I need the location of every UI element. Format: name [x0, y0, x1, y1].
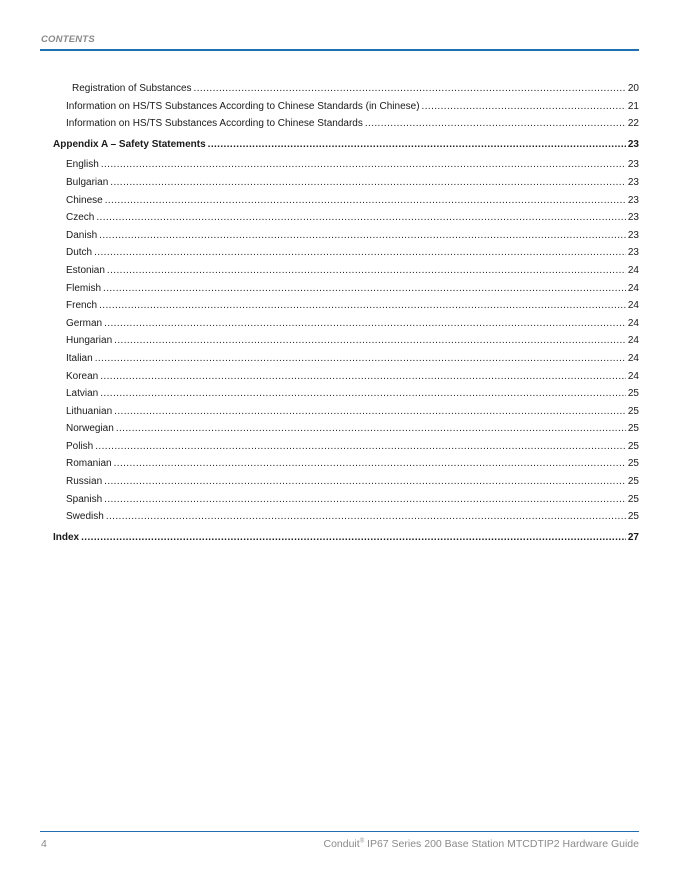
toc-entry-title: Flemish [66, 282, 102, 294]
toc-entry-page: 25 [627, 511, 639, 523]
toc-entry-title: Danish [66, 229, 98, 241]
toc-dot-leader [95, 438, 626, 456]
toc-dot-leader [114, 455, 626, 473]
registered-mark: ® [359, 838, 365, 845]
toc-dot-leader [100, 385, 626, 403]
toc-dot-leader [95, 350, 626, 368]
toc-entry[interactable] [40, 192, 639, 210]
toc-entry-title: Index [53, 531, 80, 543]
toc-entry-page: 24 [627, 335, 639, 347]
toc-entry-title: Swedish [66, 511, 104, 523]
toc-entry-page: 25 [627, 423, 639, 435]
toc-entry[interactable] [40, 262, 639, 280]
toc-entry[interactable] [40, 156, 639, 174]
toc-entry-title: French [66, 300, 98, 312]
toc-entry-title: Romanian [66, 458, 112, 470]
toc-entry[interactable] [40, 455, 639, 473]
toc-entry-page: 21 [627, 100, 639, 112]
toc-entry-title: Latvian [66, 388, 99, 400]
toc-entry[interactable] [40, 473, 639, 491]
toc-entry-page: 24 [627, 300, 639, 312]
toc-entry-page: 23 [627, 194, 639, 206]
toc-entry[interactable] [40, 174, 639, 192]
toc-entry[interactable] [40, 115, 639, 133]
toc-entry-page: 27 [627, 531, 639, 543]
toc-entry[interactable] [40, 244, 639, 262]
header-rule [40, 49, 639, 51]
toc-dot-leader [114, 403, 626, 421]
toc-entry[interactable] [40, 420, 639, 438]
toc-entry[interactable] [40, 227, 639, 245]
toc-entry-page: 22 [627, 118, 639, 130]
footer-document-title [323, 838, 639, 850]
toc-entry[interactable] [40, 209, 639, 227]
toc-entry-title: Chinese [66, 194, 103, 206]
toc-dot-leader [104, 473, 626, 491]
toc-dot-leader [422, 98, 626, 116]
toc-dot-leader [81, 529, 626, 547]
toc-dot-leader [99, 297, 626, 315]
toc-dot-leader [116, 420, 626, 438]
toc-entry-page: 25 [627, 476, 639, 488]
toc-entry-title: Dutch [66, 247, 93, 259]
toc-entry-title: Hungarian [66, 335, 113, 347]
toc-entry-title: Bulgarian [66, 176, 109, 188]
toc-dot-leader [101, 156, 626, 174]
toc-dot-leader [114, 332, 626, 350]
toc-entry[interactable] [40, 280, 639, 298]
toc-entry-title: English [66, 159, 99, 171]
toc-entry[interactable] [40, 508, 639, 526]
footer-rule [40, 831, 639, 832]
toc-entry-page: 24 [627, 282, 639, 294]
toc-entry[interactable] [40, 315, 639, 333]
toc-entry-page: 24 [627, 317, 639, 329]
toc-dot-leader [365, 115, 626, 133]
toc-dot-leader [107, 262, 626, 280]
toc-entry[interactable] [40, 332, 639, 350]
toc-dot-leader [96, 209, 626, 227]
toc-entry-page: 23 [627, 176, 639, 188]
toc-entry-page: 25 [627, 440, 639, 452]
toc-entry-page: 20 [627, 83, 639, 94]
toc-entry-title: Czech [66, 212, 95, 224]
toc-dot-leader [99, 227, 626, 245]
toc-entry[interactable] [40, 297, 639, 315]
toc-entry[interactable] [40, 136, 639, 154]
table-of-contents [40, 80, 639, 546]
toc-entry[interactable] [40, 403, 639, 421]
toc-entry-page: 24 [627, 352, 639, 364]
toc-dot-leader [104, 491, 626, 509]
toc-entry-title: Polish [66, 440, 94, 452]
toc-entry[interactable] [40, 438, 639, 456]
toc-entry-page: 23 [627, 212, 639, 224]
toc-entry[interactable] [40, 529, 639, 547]
toc-dot-leader [94, 244, 626, 262]
toc-dot-leader [110, 174, 626, 192]
toc-entry[interactable] [40, 385, 639, 403]
toc-entry-title: Korean [66, 370, 99, 382]
toc-entry[interactable] [40, 491, 639, 509]
footer-title-text: IP67 Series 200 Base Station MTCDTIP2 Hardware Guide [364, 838, 639, 850]
toc-entry[interactable] [40, 368, 639, 386]
toc-entry-title: Information on HS/TS Substances According to Chinese Standards (in Chinese) [66, 100, 420, 112]
toc-dot-leader [105, 192, 626, 210]
toc-entry-title: Russian [66, 476, 103, 488]
running-header: CONTENTS [41, 34, 95, 45]
toc-entry-page: 25 [627, 458, 639, 470]
toc-entry-page: 23 [627, 247, 639, 259]
toc-entry-title: Information on HS/TS Substances According to Chinese Standards [66, 118, 363, 130]
footer-page-number: 4 [41, 838, 47, 850]
toc-dot-leader [103, 280, 626, 298]
toc-entry[interactable] [40, 80, 639, 98]
toc-entry-title: Appendix A – Safety Statements [53, 138, 206, 150]
toc-dot-leader [100, 368, 626, 386]
toc-dot-leader [194, 80, 626, 98]
toc-entry-title: Spanish [66, 493, 103, 505]
toc-entry-page: 25 [627, 405, 639, 417]
toc-entry-page: 23 [627, 229, 639, 241]
toc-entry[interactable] [40, 350, 639, 368]
toc-entry-title: Norwegian [66, 423, 114, 435]
toc-dot-leader [106, 508, 626, 526]
toc-entry-title: German [66, 317, 103, 329]
toc-entry-page: 25 [627, 388, 639, 400]
toc-entry-page: 25 [627, 493, 639, 505]
toc-entry-title: Estonian [66, 264, 105, 276]
toc-entry-title: Registration of Substances [72, 83, 192, 94]
toc-entry-page: 23 [627, 159, 639, 171]
toc-entry[interactable] [40, 98, 639, 116]
toc-entry-page: 24 [627, 264, 639, 276]
toc-entry-page: 23 [627, 138, 639, 150]
toc-entry-page: 24 [627, 370, 639, 382]
toc-entry-title: Italian [66, 352, 93, 364]
toc-entry-title: Lithuanian [66, 405, 113, 417]
toc-dot-leader [104, 315, 626, 333]
footer-brand: Conduit [323, 838, 360, 850]
toc-dot-leader [208, 136, 626, 154]
